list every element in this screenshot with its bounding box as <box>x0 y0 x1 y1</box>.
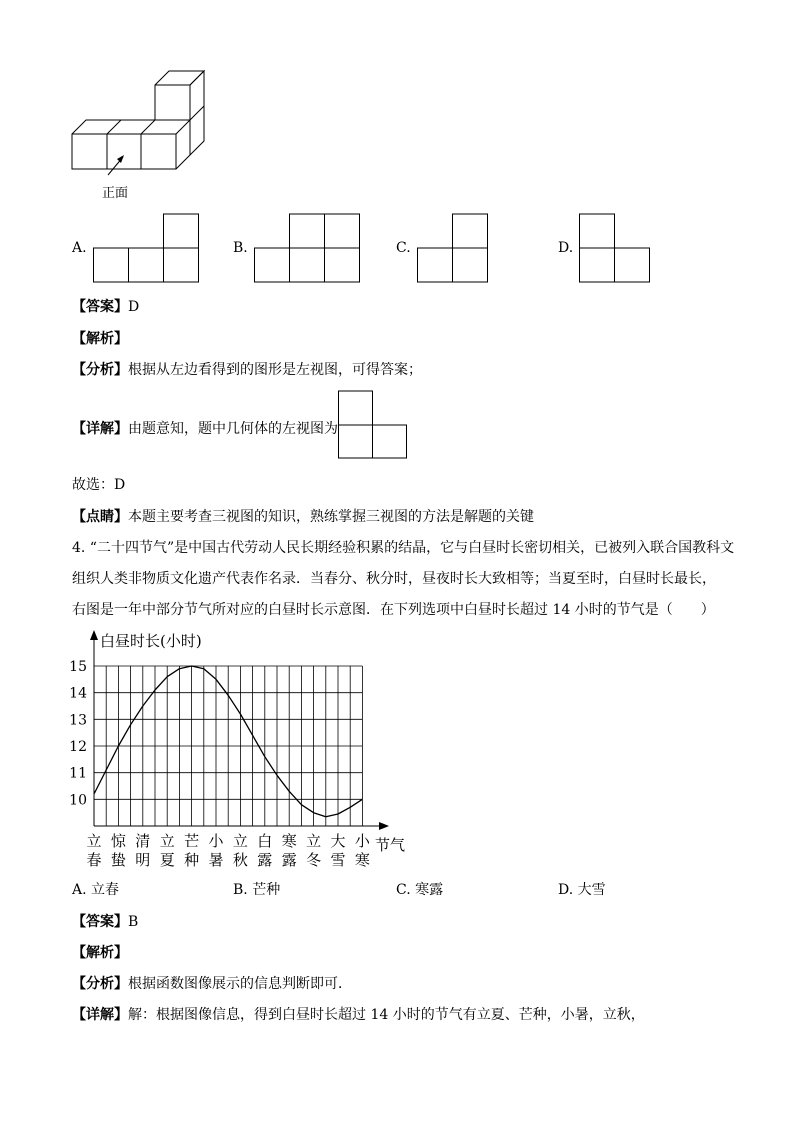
q4-option-c[interactable] <box>396 879 443 899</box>
x-tick-label: 夏 <box>159 851 175 869</box>
x-tick-label: 立 <box>232 832 248 850</box>
q3-cube-figure <box>60 60 220 210</box>
cube-top <box>155 85 190 120</box>
cube-front-3 <box>141 134 176 169</box>
x-tick-label: 立 <box>306 832 322 850</box>
x-tick-label: 立 <box>86 832 102 850</box>
detail-text: 解：根据图像信息，得到白昼时长超过 14 小时的节气有立夏、芒种，小暑，立秋， <box>128 1007 645 1023</box>
option-letter: A. <box>72 882 87 898</box>
x-tick-label: 惊 <box>110 832 126 850</box>
x-tick-label: 露 <box>281 851 297 869</box>
x-tick-label: 暑 <box>208 851 224 869</box>
x-tick-label: 寒 <box>281 832 297 850</box>
x-tick-label: 清 <box>135 832 151 850</box>
front-label: 正面 <box>102 186 129 201</box>
q3-option-c-shape[interactable] <box>417 213 492 285</box>
cube-front-1 <box>72 134 107 169</box>
detail-tag: 【详解】 <box>72 1007 128 1023</box>
y-tick-label: 12 <box>69 739 87 755</box>
answer-tag: 【答案】 <box>72 914 128 930</box>
y-tick-label: 10 <box>69 792 87 809</box>
fenxi-text: 根据函数图像展示的信息判断即可． <box>128 976 352 992</box>
x-tick-label: 雪 <box>330 851 346 869</box>
fenxi-text: 根据从左边看得到的图形是左视图，可得答案； <box>128 362 422 378</box>
answer-value: D <box>128 299 140 315</box>
x-tick-label: 芒 <box>184 832 200 850</box>
comment-tag: 【点睛】 <box>72 509 128 525</box>
q4-stem-line-3: 右图是一年中部分节气所对应的白昼时长示意图．在下列选项中白昼时长超过 14 小时的节气是（ ） <box>72 602 715 618</box>
daylight-chart <box>0 620 794 870</box>
q4-stem-line-2: 组织人类非物质文化遗产代表作名录．当春分、秋分时，昼夜时长大致相等；当夏至时，白昼时长最长， <box>72 571 716 587</box>
cube-front-2 <box>107 134 141 169</box>
x-tick-label: 立 <box>159 832 175 850</box>
answer-value: B <box>128 914 139 930</box>
answer-tag: 【答案】 <box>72 299 128 315</box>
x-tick-label: 小 <box>354 832 370 850</box>
option-text: 立春 <box>91 882 120 898</box>
q3-option-a-shape[interactable] <box>93 213 203 285</box>
q3-detail <box>72 418 338 438</box>
q4-answer <box>72 911 138 931</box>
x-tick-label: 明 <box>135 851 151 869</box>
q3-option-d-letter[interactable]: D. <box>558 240 574 256</box>
fenxi-tag: 【分析】 <box>72 976 128 992</box>
x-tick-label: 露 <box>257 851 273 869</box>
q3-option-a-letter[interactable]: A. <box>72 240 87 256</box>
q4-option-a[interactable] <box>72 879 119 899</box>
q3-choose: 故选：D <box>72 477 126 493</box>
x-tick-label: 种 <box>184 851 200 869</box>
option-letter: D. <box>558 882 574 898</box>
q3-comment <box>72 506 534 526</box>
option-text: 大雪 <box>577 882 606 898</box>
q4-analysis-tag: 【解析】 <box>72 945 128 961</box>
x-tick-label: 白 <box>257 832 273 850</box>
x-tick-label: 大 <box>330 832 346 850</box>
fenxi-tag: 【分析】 <box>72 362 128 378</box>
detail-text: 由题意知，题中几何体的左视图为 <box>128 421 338 437</box>
q3-option-b-shape[interactable] <box>254 213 364 285</box>
y-tick-label: 13 <box>69 712 87 729</box>
q3-option-b-letter[interactable]: B. <box>233 240 248 256</box>
q3-answer <box>72 296 139 316</box>
y-tick-label: 14 <box>69 685 87 702</box>
x-tick-label: 蛰 <box>110 851 126 869</box>
q3-fenxi <box>72 359 422 379</box>
x-tick-label: 寒 <box>354 851 370 869</box>
option-letter: C. <box>396 882 411 898</box>
x-tick-label: 冬 <box>306 851 322 869</box>
q4-detail <box>72 1004 645 1024</box>
q4-fenxi <box>72 973 352 993</box>
q3-option-c-letter[interactable]: C. <box>396 240 411 256</box>
q3-analysis-tag: 【解析】 <box>72 331 128 347</box>
x-tick-label: 秋 <box>232 851 248 869</box>
option-text: 寒露 <box>415 882 444 898</box>
comment-text: 本题主要考查三视图的知识，熟练掌握三视图的方法是解题的关键 <box>128 509 534 525</box>
x-tick-label: 小 <box>208 832 224 850</box>
y-axis-arrow <box>90 630 98 640</box>
q3-left-view-shape <box>338 390 410 462</box>
y-tick-label: 15 <box>69 659 87 675</box>
q3-option-d-shape[interactable] <box>579 213 654 285</box>
detail-tag: 【详解】 <box>72 421 128 437</box>
q4-stem-line-1: 4. “二十四节气”是中国古代劳动人民长期经验积累的结晶，它与白昼时长密切相关，已被列入联合国教科文 <box>72 540 735 556</box>
y-tick-label: 11 <box>69 765 87 782</box>
x-tick-label: 春 <box>86 851 102 869</box>
option-text: 芒种 <box>252 882 281 898</box>
x-axis-arrow <box>379 822 389 830</box>
x-axis-label: 节气 <box>375 836 406 854</box>
y-axis-label: 白昼时长(小时) <box>100 632 202 650</box>
q4-option-d[interactable] <box>558 879 606 899</box>
q4-option-b[interactable] <box>233 879 280 899</box>
option-letter: B. <box>233 882 248 898</box>
